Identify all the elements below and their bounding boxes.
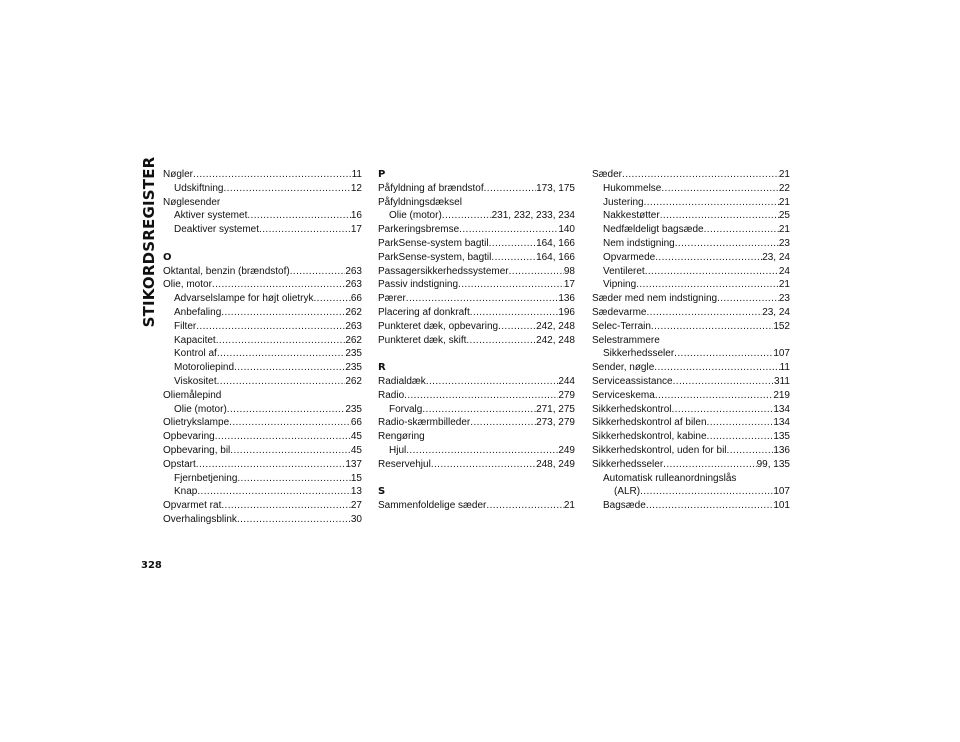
entry-label: Sikkerhedsseler bbox=[592, 458, 664, 470]
index-entry bbox=[163, 416, 362, 430]
entry-page-ref[interactable]: 13 bbox=[350, 486, 362, 498]
entry-label: Selestrammere bbox=[592, 334, 660, 346]
entry-page-ref[interactable]: 21 bbox=[778, 224, 790, 236]
index-entry bbox=[592, 237, 790, 251]
dot-leader bbox=[247, 209, 351, 223]
entry-page-ref[interactable]: 235 bbox=[345, 403, 362, 415]
dot-leader bbox=[717, 292, 779, 306]
index-entry bbox=[378, 334, 575, 348]
entry-label: Sikkerhedskontrol, kabine bbox=[592, 431, 707, 443]
index-entry bbox=[592, 403, 790, 417]
index-entry bbox=[592, 292, 790, 306]
dot-leader bbox=[212, 278, 345, 292]
entry-label: Viskositet bbox=[174, 375, 217, 387]
index-entry bbox=[163, 182, 362, 196]
entry-page-ref[interactable]: 196 bbox=[558, 306, 575, 318]
dot-leader bbox=[509, 265, 564, 279]
dot-leader bbox=[406, 444, 558, 458]
entry-label: Nem indstigning bbox=[603, 237, 675, 249]
index-column-1 bbox=[163, 168, 362, 527]
dot-leader bbox=[727, 444, 774, 458]
index-entry bbox=[163, 347, 362, 361]
dot-leader bbox=[442, 209, 492, 223]
entry-label: Serviceassistance bbox=[592, 375, 673, 387]
entry-label: Opvarmede bbox=[603, 251, 656, 263]
index-entry bbox=[163, 444, 362, 458]
entry-page-ref[interactable]: 101 bbox=[773, 500, 790, 512]
index-entry bbox=[378, 223, 575, 237]
dot-leader bbox=[466, 334, 536, 348]
entry-page-ref[interactable]: 66 bbox=[350, 293, 362, 305]
index-entry bbox=[163, 458, 362, 472]
entry-page-ref[interactable]: 262 bbox=[345, 375, 362, 387]
index-entry bbox=[592, 265, 790, 279]
index-entry bbox=[378, 237, 575, 251]
entry-page-ref[interactable]: 21 bbox=[563, 500, 575, 512]
dot-leader bbox=[673, 375, 774, 389]
entry-label: Deaktiver systemet bbox=[174, 224, 260, 236]
entry-page-ref[interactable]: 134 bbox=[773, 403, 790, 415]
entry-label: Justering bbox=[603, 196, 644, 208]
entry-label: Sikkerhedskontrol af bilen bbox=[592, 417, 707, 429]
entry-label: Reservehjul bbox=[378, 458, 431, 470]
index-entry bbox=[592, 347, 790, 361]
entry-label: Opbevaring bbox=[163, 431, 215, 443]
entry-page-ref[interactable]: 271, 275 bbox=[536, 403, 575, 415]
entry-label: Kontrol af bbox=[174, 348, 217, 360]
entry-page-ref[interactable]: 279 bbox=[558, 389, 575, 401]
dot-leader bbox=[197, 485, 351, 499]
index-entry bbox=[592, 251, 790, 265]
entry-page-ref[interactable]: 11 bbox=[351, 169, 362, 180]
index-heading bbox=[592, 472, 790, 486]
index-entry bbox=[378, 444, 575, 458]
dot-leader bbox=[486, 499, 563, 513]
entry-page-ref[interactable]: 244 bbox=[558, 375, 575, 387]
index-entry bbox=[378, 209, 575, 223]
dot-leader bbox=[459, 223, 558, 237]
entry-label: Opvarmet rat bbox=[163, 500, 222, 512]
entry-page-ref[interactable]: 311 bbox=[774, 375, 790, 387]
index-entry bbox=[163, 265, 362, 279]
entry-label: Oktantal, benzin (brændstof) bbox=[163, 265, 290, 277]
dot-leader bbox=[422, 403, 536, 417]
index-entry bbox=[378, 251, 575, 265]
dot-leader bbox=[646, 306, 762, 320]
entry-label: Radio-skærmbilleder bbox=[378, 417, 471, 429]
index-entry bbox=[163, 485, 362, 499]
entry-page-ref[interactable]: 23 bbox=[778, 293, 790, 305]
entry-page-ref[interactable]: 21 bbox=[778, 279, 790, 291]
entry-page-ref[interactable]: 262 bbox=[345, 334, 362, 346]
entry-page-ref[interactable]: 249 bbox=[558, 444, 575, 456]
entry-label: Ventileret bbox=[603, 265, 645, 277]
index-entry bbox=[378, 265, 575, 279]
entry-label: Opbevaring, bil bbox=[163, 444, 231, 456]
dot-leader bbox=[217, 347, 346, 361]
entry-page-ref[interactable]: 235 bbox=[345, 362, 362, 374]
dot-leader bbox=[217, 375, 346, 389]
dot-leader bbox=[660, 209, 779, 223]
entry-page-ref[interactable]: 231, 232, 233, 234 bbox=[491, 210, 575, 222]
entry-label: Motoroliepind bbox=[174, 362, 235, 374]
entry-label: ParkSense-system, bagtil bbox=[378, 251, 492, 263]
dot-leader bbox=[663, 458, 756, 472]
entry-page-ref[interactable]: 21 bbox=[778, 169, 790, 180]
entry-label: Radialdæk bbox=[378, 375, 426, 387]
index-entry bbox=[163, 513, 362, 527]
entry-page-ref[interactable]: 164, 166 bbox=[536, 237, 575, 249]
entry-page-ref[interactable]: 17 bbox=[563, 279, 575, 291]
entry-label: Forvalg bbox=[389, 403, 423, 415]
entry-page-ref[interactable]: 107 bbox=[773, 486, 790, 498]
entry-label: Punkteret dæk, skift bbox=[378, 334, 467, 346]
dot-leader bbox=[640, 485, 773, 499]
dot-leader bbox=[227, 403, 346, 417]
entry-page-ref[interactable]: 242, 248 bbox=[536, 334, 575, 346]
dot-leader bbox=[674, 347, 773, 361]
entry-label: Sikkerhedsseler bbox=[603, 348, 675, 360]
entry-page-ref[interactable]: 135 bbox=[773, 431, 790, 443]
dot-leader bbox=[458, 278, 564, 292]
entry-label: Sædevarme bbox=[592, 306, 647, 318]
index-heading bbox=[163, 196, 362, 210]
entry-page-ref[interactable]: 134 bbox=[773, 417, 790, 429]
entry-page-ref[interactable]: 12 bbox=[350, 182, 362, 194]
entry-page-ref[interactable]: 219 bbox=[773, 389, 790, 401]
index-entry bbox=[163, 209, 362, 223]
dot-leader bbox=[707, 416, 774, 430]
dot-leader bbox=[290, 265, 346, 279]
dot-leader bbox=[314, 292, 351, 306]
entry-label: Aktiver systemet bbox=[174, 210, 248, 222]
index-entry bbox=[378, 416, 575, 430]
dot-leader bbox=[234, 361, 345, 375]
index-entry bbox=[592, 196, 790, 210]
entry-label: Hjul bbox=[389, 444, 407, 456]
index-entry bbox=[163, 430, 362, 444]
entry-page-ref[interactable]: 15 bbox=[350, 472, 362, 484]
entry-label: Punkteret dæk, opbevaring bbox=[378, 320, 499, 332]
index-heading bbox=[378, 196, 575, 210]
entry-page-ref[interactable]: 45 bbox=[350, 444, 362, 456]
entry-label: Påfyldningsdæksel bbox=[378, 196, 462, 208]
page-number: 328 bbox=[141, 560, 162, 571]
dot-leader bbox=[221, 499, 351, 513]
entry-page-ref[interactable]: 136 bbox=[558, 293, 575, 305]
entry-label: Olie, motor bbox=[163, 279, 212, 291]
index-entry bbox=[592, 485, 790, 499]
index-entry bbox=[163, 334, 362, 348]
dot-leader bbox=[704, 223, 779, 237]
index-heading bbox=[592, 334, 790, 348]
entry-page-ref[interactable]: 45 bbox=[350, 431, 362, 443]
dot-leader bbox=[237, 513, 351, 527]
index-entry bbox=[592, 223, 790, 237]
entry-page-ref[interactable]: 262 bbox=[345, 306, 362, 318]
entry-label: Nakkestøtter bbox=[603, 210, 660, 222]
entry-label: Sender, nøgle bbox=[592, 362, 655, 374]
entry-label: Sikkerhedskontrol, uden for bil bbox=[592, 444, 727, 456]
index-entry bbox=[163, 403, 362, 417]
index-entry bbox=[592, 182, 790, 196]
entry-label: Fjernbetjening bbox=[174, 472, 238, 484]
index-entry bbox=[378, 499, 575, 513]
entry-label: Sæder med nem indstigning bbox=[592, 293, 718, 305]
dot-leader bbox=[661, 182, 779, 196]
entry-label: Vipning bbox=[603, 279, 637, 291]
dot-leader bbox=[491, 251, 536, 265]
index-entry bbox=[592, 499, 790, 513]
entry-page-ref[interactable]: 23, 24 bbox=[762, 251, 790, 263]
index-entry bbox=[378, 403, 575, 417]
dot-leader bbox=[489, 237, 536, 251]
entry-label: Advarselslampe for højt olietryk bbox=[174, 293, 314, 305]
entry-label: Påfyldning af brændstof bbox=[378, 182, 484, 194]
index-entry bbox=[163, 320, 362, 334]
entry-page-ref[interactable]: 235 bbox=[345, 348, 362, 360]
entry-page-ref[interactable]: 23 bbox=[778, 237, 790, 249]
entry-page-ref[interactable]: 30 bbox=[350, 513, 362, 525]
index-entry bbox=[378, 458, 575, 472]
index-entry bbox=[592, 458, 790, 472]
dot-leader bbox=[431, 458, 536, 472]
dot-leader bbox=[193, 168, 352, 182]
entry-label: Selec-Terrain bbox=[592, 320, 651, 332]
index-side-title bbox=[139, 156, 159, 328]
entry-page-ref[interactable]: 263 bbox=[345, 320, 362, 332]
entry-label: Anbefaling bbox=[174, 306, 222, 318]
index-column-3 bbox=[592, 168, 790, 513]
dot-leader bbox=[636, 278, 779, 292]
index-entry bbox=[592, 444, 790, 458]
entry-label: Olietrykslampe bbox=[163, 417, 230, 429]
entry-label: Placering af donkraft bbox=[378, 306, 470, 318]
index-entry bbox=[163, 168, 362, 182]
index-entry bbox=[163, 472, 362, 486]
index-entry bbox=[592, 361, 790, 375]
dot-leader bbox=[406, 292, 559, 306]
entry-label: Udskiftning bbox=[174, 182, 224, 194]
dot-leader bbox=[215, 430, 351, 444]
entry-page-ref[interactable]: 22 bbox=[778, 182, 790, 194]
entry-label: Sæder bbox=[592, 169, 623, 180]
dot-leader bbox=[470, 306, 559, 320]
entry-page-ref[interactable]: 137 bbox=[345, 458, 362, 470]
index-entry bbox=[378, 278, 575, 292]
index-entry bbox=[592, 306, 790, 320]
index-column-2 bbox=[378, 168, 575, 513]
index-entry bbox=[163, 306, 362, 320]
index-entry bbox=[163, 223, 362, 237]
dot-leader bbox=[671, 403, 773, 417]
entry-page-ref[interactable]: 99, 135 bbox=[756, 458, 790, 470]
index-entry bbox=[592, 209, 790, 223]
entry-page-ref[interactable]: 27 bbox=[350, 500, 362, 512]
section-letter: S bbox=[378, 486, 386, 498]
entry-page-ref[interactable]: 16 bbox=[350, 210, 362, 222]
entry-page-ref[interactable]: 24 bbox=[778, 265, 790, 277]
dot-leader bbox=[216, 334, 346, 348]
index-entry bbox=[378, 320, 575, 334]
dot-leader bbox=[223, 182, 350, 196]
entry-label: Passagersikkerhedssystemer bbox=[378, 265, 509, 277]
dot-leader bbox=[655, 251, 762, 265]
entry-page-ref[interactable]: 173, 175 bbox=[536, 182, 575, 194]
dot-leader bbox=[426, 375, 559, 389]
section-letter: P bbox=[378, 169, 386, 180]
dot-leader bbox=[196, 458, 346, 472]
dot-leader bbox=[470, 416, 536, 430]
entry-label: Rengøring bbox=[378, 431, 425, 443]
entry-label: (ALR) bbox=[614, 486, 641, 498]
entry-label: Knap bbox=[174, 486, 198, 498]
entry-page-ref[interactable]: 152 bbox=[773, 320, 790, 332]
dot-leader bbox=[707, 430, 774, 444]
entry-page-ref[interactable]: 273, 279 bbox=[536, 417, 575, 429]
dot-leader bbox=[655, 389, 774, 403]
entry-label: ParkSense-system bagtil bbox=[378, 237, 489, 249]
entry-label: Olie (motor) bbox=[174, 403, 227, 415]
dot-leader bbox=[498, 320, 536, 334]
index-entry bbox=[163, 375, 362, 389]
section-gap bbox=[378, 472, 575, 486]
entry-label: Serviceskema bbox=[592, 389, 655, 401]
entry-page-ref[interactable]: 263 bbox=[345, 279, 362, 291]
index-entry bbox=[163, 499, 362, 513]
entry-label: Sikkerhedskontrol bbox=[592, 403, 672, 415]
entry-label: Hukommelse bbox=[603, 182, 662, 194]
entry-label: Filter bbox=[174, 320, 197, 332]
entry-label: Parkeringsbremse bbox=[378, 224, 460, 236]
dot-leader bbox=[484, 182, 536, 196]
entry-page-ref[interactable]: 263 bbox=[345, 265, 362, 277]
index-heading bbox=[378, 430, 575, 444]
entry-label: Opstart bbox=[163, 458, 196, 470]
index-entry bbox=[378, 292, 575, 306]
index-entry bbox=[592, 375, 790, 389]
entry-page-ref[interactable]: 11 bbox=[779, 362, 790, 374]
index-entry bbox=[592, 389, 790, 403]
entry-label: Bagsæde bbox=[603, 500, 646, 512]
entry-label: Sammenfoldelige sæder bbox=[378, 500, 487, 512]
section-gap bbox=[378, 347, 575, 361]
entry-page-ref[interactable]: 21 bbox=[778, 196, 790, 208]
index-side-title-text: STIKORDSREGISTER bbox=[140, 156, 158, 328]
index-entry bbox=[592, 430, 790, 444]
section-gap bbox=[163, 237, 362, 251]
dot-leader bbox=[622, 168, 779, 182]
entry-label: Nøglesender bbox=[163, 196, 221, 208]
dot-leader bbox=[196, 320, 345, 334]
entry-label: Passiv indstigning bbox=[378, 279, 459, 291]
entry-page-ref[interactable]: 242, 248 bbox=[536, 320, 575, 332]
index-entry bbox=[592, 320, 790, 334]
entry-label: Automatisk rulleanordningslås bbox=[603, 472, 737, 484]
entry-page-ref[interactable]: 25 bbox=[778, 210, 790, 222]
index-entry bbox=[378, 389, 575, 403]
dot-leader bbox=[221, 306, 345, 320]
entry-page-ref[interactable]: 140 bbox=[558, 224, 575, 236]
dot-leader bbox=[644, 196, 779, 210]
dot-leader bbox=[229, 416, 351, 430]
entry-label: Nedfældeligt bagsæde bbox=[603, 224, 704, 236]
index-entry bbox=[378, 182, 575, 196]
entry-page-ref[interactable]: 107 bbox=[773, 348, 790, 360]
index-heading bbox=[163, 389, 362, 403]
index-entry bbox=[163, 278, 362, 292]
entry-label: Pærer bbox=[378, 293, 406, 305]
index-entry bbox=[163, 361, 362, 375]
index-entry bbox=[163, 292, 362, 306]
entry-page-ref[interactable]: 98 bbox=[563, 265, 575, 277]
dot-leader bbox=[230, 444, 351, 458]
entry-page-ref[interactable]: 23, 24 bbox=[762, 306, 790, 318]
entry-label: Overhalingsblink bbox=[163, 513, 237, 525]
entry-label: Oliemålepind bbox=[163, 389, 222, 401]
section-letter: O bbox=[163, 251, 172, 263]
index-entry bbox=[592, 278, 790, 292]
dot-leader bbox=[654, 361, 779, 375]
entry-page-ref[interactable]: 17 bbox=[350, 224, 362, 236]
dot-leader bbox=[259, 223, 351, 237]
entry-label: Kapacitet bbox=[174, 334, 216, 346]
index-entry bbox=[378, 306, 575, 320]
entry-label: Nøgler bbox=[163, 169, 194, 180]
entry-page-ref[interactable]: 248, 249 bbox=[536, 458, 575, 470]
dot-leader bbox=[645, 265, 779, 279]
dot-leader bbox=[675, 237, 779, 251]
dot-leader bbox=[404, 389, 558, 403]
dot-leader bbox=[237, 472, 351, 486]
entry-page-ref[interactable]: 136 bbox=[773, 444, 790, 456]
dot-leader bbox=[651, 320, 773, 334]
index-entry bbox=[592, 416, 790, 430]
index-entry bbox=[378, 375, 575, 389]
dot-leader bbox=[646, 499, 774, 513]
entry-label: Olie (motor) bbox=[389, 210, 442, 222]
section-letter: R bbox=[378, 362, 386, 374]
entry-page-ref[interactable]: 66 bbox=[350, 417, 362, 429]
entry-label: Radio bbox=[378, 389, 405, 401]
entry-page-ref[interactable]: 164, 166 bbox=[536, 251, 575, 263]
index-entry bbox=[592, 168, 790, 182]
